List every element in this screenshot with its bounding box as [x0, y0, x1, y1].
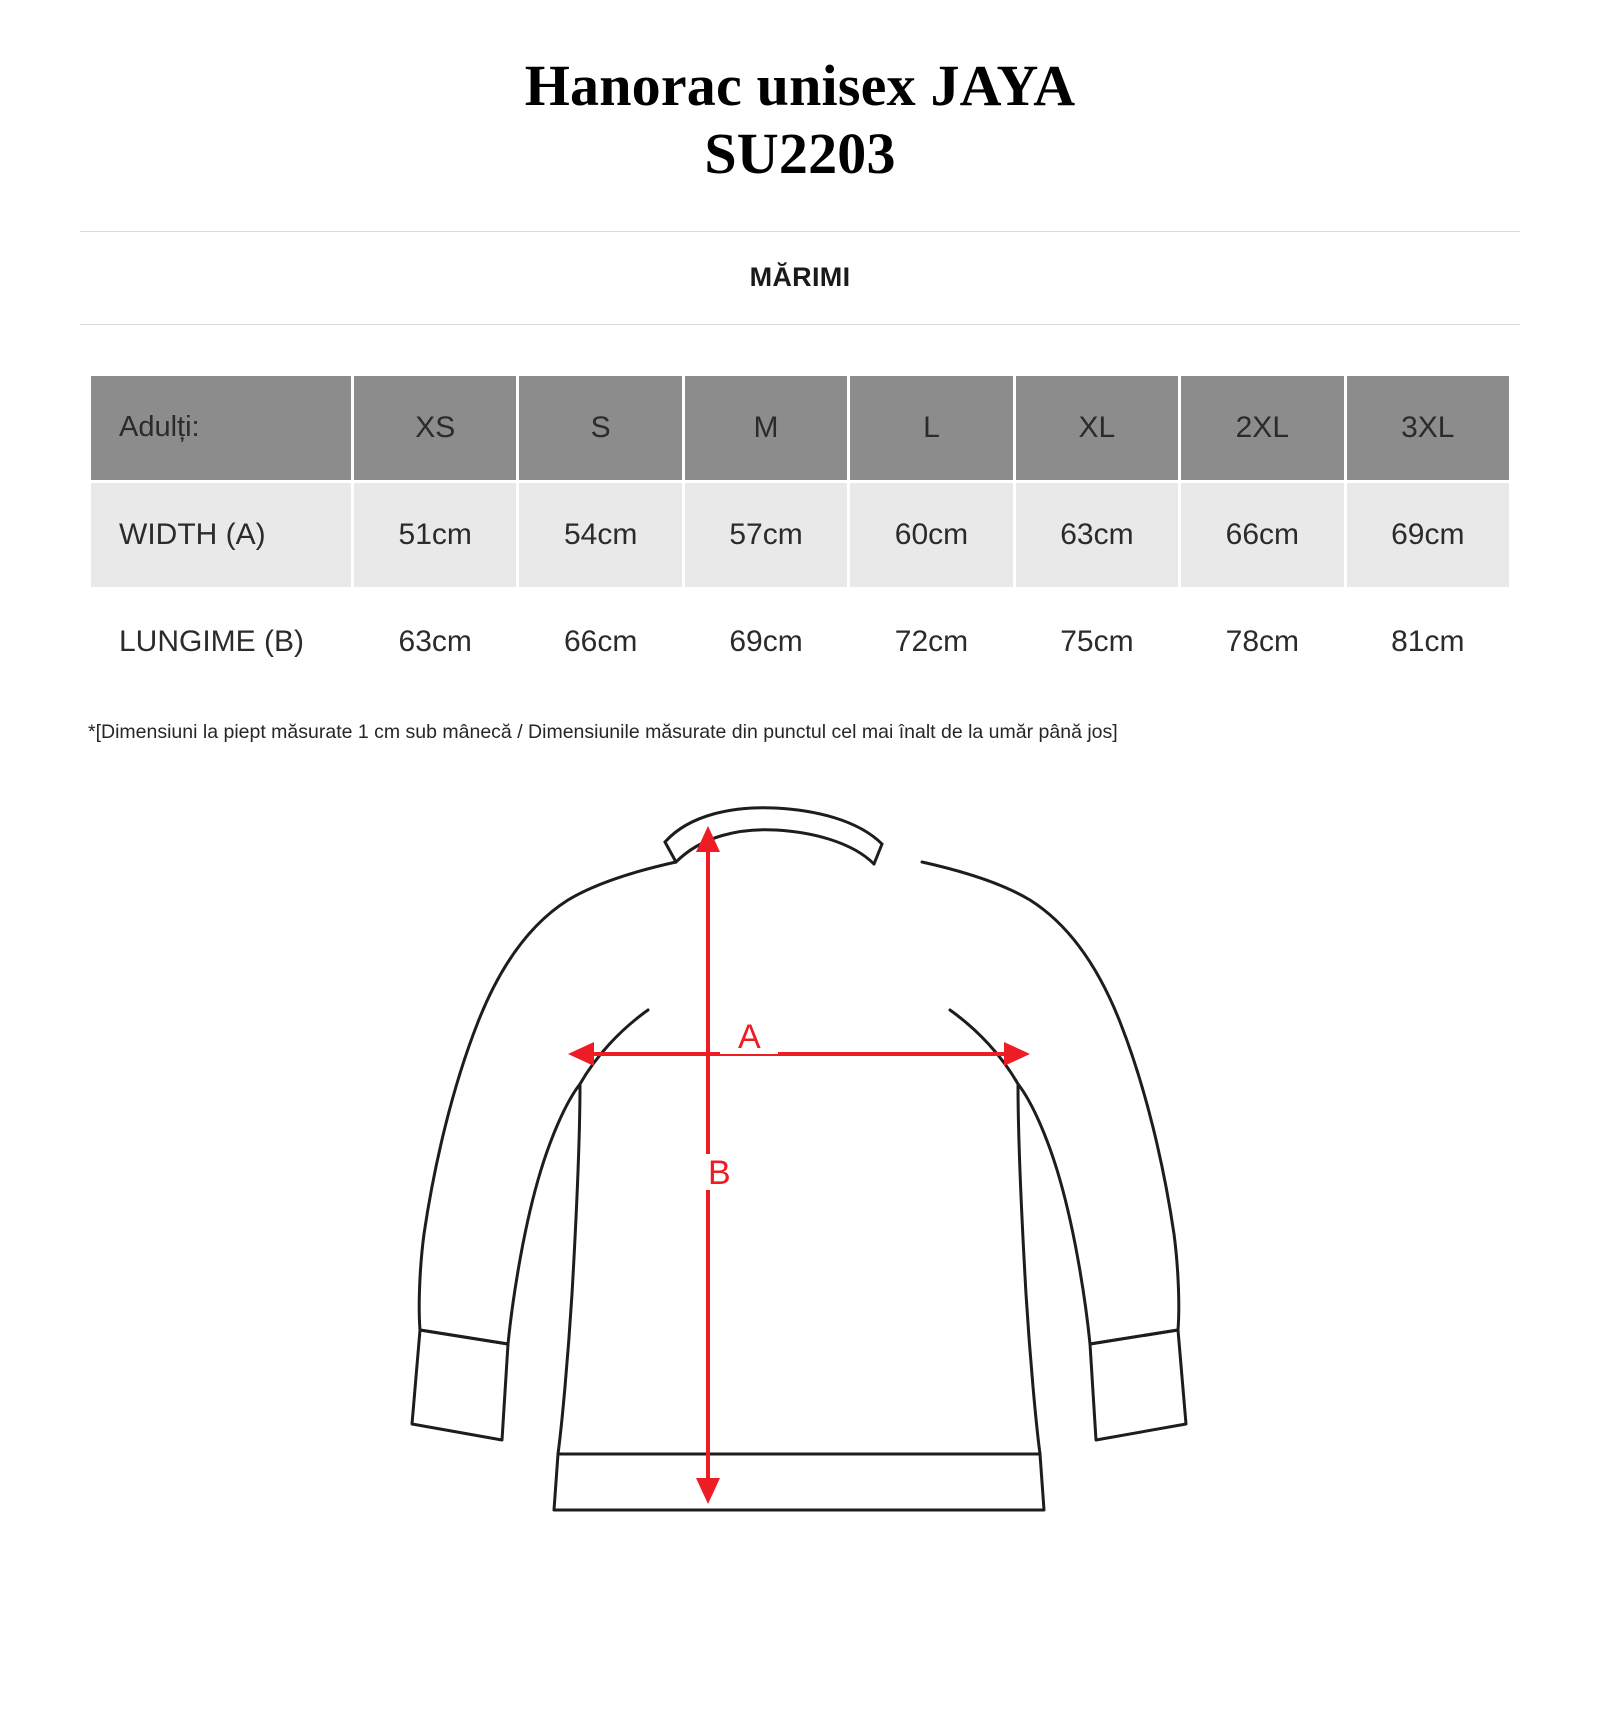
cell-width-s: 54cm [519, 483, 681, 587]
header-cell-xl: XL [1016, 376, 1178, 480]
cell-width-3xl: 69cm [1347, 483, 1509, 587]
cell-length-m: 69cm [685, 590, 847, 694]
cell-length-3xl: 81cm [1347, 590, 1509, 694]
header-cell-s: S [519, 376, 681, 480]
sizes-section-header [80, 231, 1520, 325]
left-cuff [412, 1330, 508, 1440]
row-label-length: LUNGIME (B) [91, 590, 351, 694]
collar-left-edge [665, 842, 676, 862]
collar-outer-outline [665, 808, 882, 844]
dimension-b-label: B [708, 1154, 731, 1193]
header-cell-l: L [850, 376, 1012, 480]
body-and-sleeves-outline [419, 862, 1179, 1454]
size-table [88, 373, 1512, 697]
table-row [91, 483, 1509, 587]
header-cell-xs: XS [354, 376, 516, 480]
header-cell-2xl: 2XL [1181, 376, 1343, 480]
dimension-a-label: A [738, 1018, 761, 1057]
product-name: Hanorac unisex JAYA [524, 53, 1076, 118]
size-table-body [91, 483, 1509, 694]
cell-width-m: 57cm [685, 483, 847, 587]
bottom-hem [554, 1454, 1044, 1510]
cell-width-l: 60cm [850, 483, 1012, 587]
collar-right-edge [874, 844, 882, 864]
size-table-head [91, 376, 1509, 480]
measurement-footnote: *[Dimensiuni la piept măsurate 1 cm sub mânecă / Dimensiunile măsurate din punctul cel mai înalt de la umăr până jos] [88, 720, 1118, 743]
dimension-a-arrow-right [1004, 1042, 1030, 1066]
table-row [91, 590, 1509, 694]
table-header-row [91, 376, 1509, 480]
cell-length-l: 72cm [850, 590, 1012, 694]
product-code: SU2203 [704, 121, 896, 187]
page-title [0, 0, 1600, 189]
sizes-section-label: MĂRIMI [749, 262, 851, 293]
cell-width-2xl: 66cm [1181, 483, 1343, 587]
garment-illustration [0, 784, 1600, 1544]
header-cell-m: M [685, 376, 847, 480]
cell-length-xs: 63cm [354, 590, 516, 694]
right-cuff [1090, 1330, 1186, 1440]
dimension-a-arrow-left [568, 1042, 594, 1066]
row-label-width: WIDTH (A) [91, 483, 351, 587]
cell-length-s: 66cm [519, 590, 681, 694]
size-table-container [88, 373, 1512, 697]
cell-width-xl: 63cm [1016, 483, 1178, 587]
sweatshirt-diagram [390, 784, 1210, 1544]
dimension-b-arrow-bottom [696, 1478, 720, 1504]
cell-length-xl: 75cm [1016, 590, 1178, 694]
cell-length-2xl: 78cm [1181, 590, 1343, 694]
cell-width-xs: 51cm [354, 483, 516, 587]
header-cell-adults: Adulți: [91, 376, 351, 480]
dimension-b-arrow-top [696, 826, 720, 852]
header-cell-3xl: 3XL [1347, 376, 1509, 480]
